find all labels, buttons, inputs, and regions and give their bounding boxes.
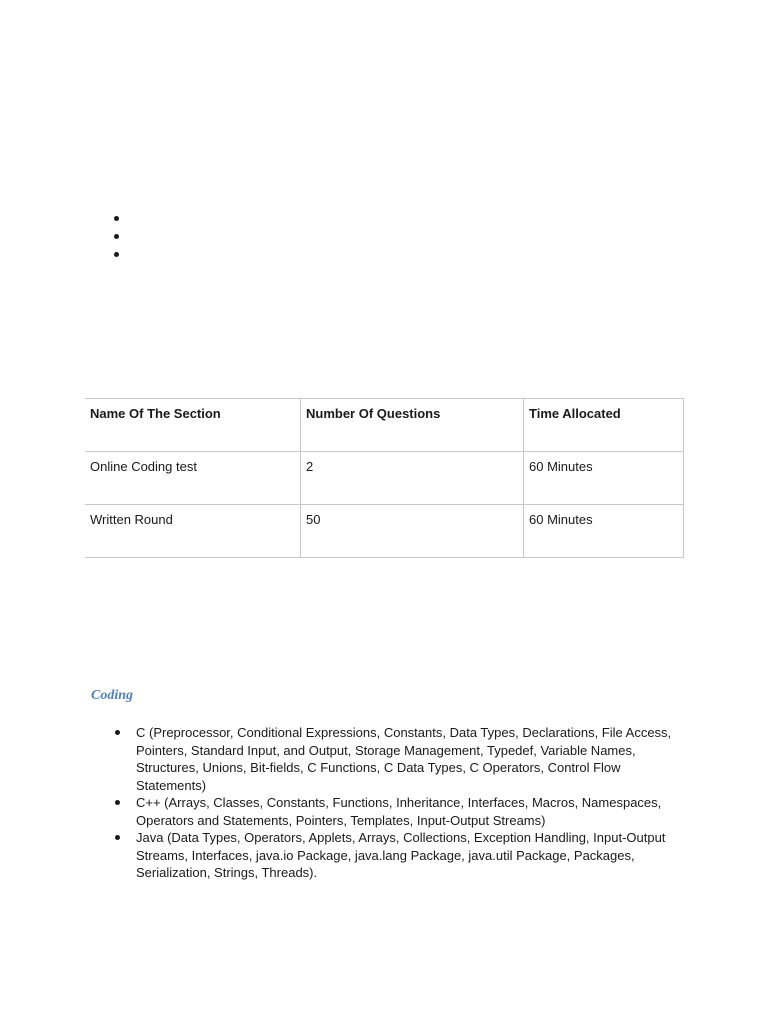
table-cell: 60 Minutes [524, 452, 684, 505]
topic-text-cpp: C++ (Arrays, Classes, Constants, Functions, Inheritance, Interfaces, Macros, Namespaces, Operators and Statements, Pointers, Templates, Input-Output Streams) [136, 795, 662, 828]
table-row [85, 505, 684, 558]
topic-text-java: Java (Data Types, Operators, Applets, Arrays, Collections, Exception Handling, Input-Output Streams, Interfaces, java.io Package, java.lang Package, java.util Package, Packages, Serialization, Strings, Threads). [136, 830, 666, 880]
table-cell: 60 Minutes [524, 505, 684, 558]
bullet-icon [114, 216, 119, 221]
coding-topics-list [112, 724, 687, 882]
section-heading-coding: Coding [91, 688, 134, 703]
list-item [112, 829, 687, 882]
topic-text-c: C (Preprocessor, Conditional Expressions, Constants, Data Types, Declarations, File Access, Pointers, Standard Input, and Output, Storage Management, Typedef, Variable Names, Structures, Unions, Bit-fields, C Functions, C Data Types, C Operators, Control Flow Statements) [136, 725, 672, 793]
header-cell-section: Name Of The Section [85, 398, 301, 452]
bullet-icon [114, 252, 119, 257]
table-cell: Online Coding test [85, 452, 301, 505]
table-row [85, 452, 684, 505]
bullet-icon [114, 234, 119, 239]
table-cell: Written Round [85, 505, 301, 558]
table-header-row [85, 398, 684, 452]
bullet-icon [115, 835, 120, 840]
table-cell: 50 [301, 505, 524, 558]
bullet-icon [115, 730, 120, 735]
header-cell-questions: Number Of Questions [301, 398, 524, 452]
bullet-icon [115, 800, 120, 805]
list-item [112, 794, 687, 829]
table-cell: 2 [301, 452, 524, 505]
header-cell-time: Time Allocated [524, 398, 684, 452]
list-item [112, 724, 687, 794]
sections-table [85, 398, 684, 558]
